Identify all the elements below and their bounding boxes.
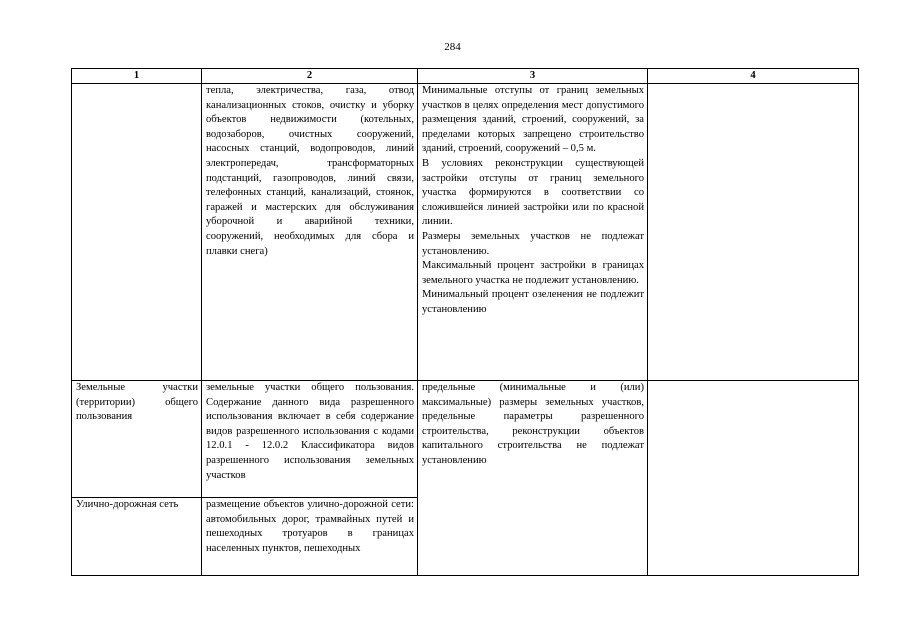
row3-col1-cell: Улично-дорожная сеть	[72, 498, 202, 576]
row1-col3-paragraph: Максимальный процент застройки в границах земельного участка не подлежит установлению.	[422, 260, 644, 286]
table-row	[72, 84, 859, 381]
row2-col4-cell	[648, 381, 859, 576]
row1-col2-cell: тепла, электричества, газа, отвод канализационных стоков, очистку и уборку объектов недвижимости (котельных, водозаборов, очистных сооружений, насосных станций, водопроводов, линий электропередач, трансформаторных подстанций, газопроводов, линий связи, телефонных станций, канализаций, стоянок, гаражей и мастерских для обслуживания уборочной и аварийной техники, сооружений, необходимых для сбора и плавки снега)	[202, 84, 418, 381]
row2-col1-cell: Земельные участки (территории) общего пользования	[72, 381, 202, 498]
column-header-4: 4	[648, 69, 859, 84]
page-number: 284	[444, 41, 461, 53]
row1-col3-paragraph: Размеры земельных участков не подлежат установлению.	[422, 230, 644, 257]
row1-col4-cell	[648, 84, 859, 381]
table-header-row	[72, 69, 859, 84]
row3-col2-cell: размещение объектов улично-дорожной сети: автомобильных дорог, трамвайных путей и пешеходных тротуаров в границах населенных пунктов, пешеходных	[202, 498, 418, 576]
column-header-1: 1	[72, 69, 202, 84]
column-header-3: 3	[418, 69, 648, 84]
row1-col3-paragraph: В условиях реконструкции существующей застройки отступы от границ земельного участка формируются в соответствии со сложившейся линией застройки или по красной линии.	[422, 157, 644, 228]
row2-col2-cell: земельные участки общего пользования. Содержание данного вида разрешенного использования включает в себя содержание видов разрешенного использования с кодами 12.0.1 - 12.0.2 Классификатора видов разрешенного использования земельных участков	[202, 381, 418, 498]
column-header-2: 2	[202, 69, 418, 84]
row1-col3-paragraph: Минимальные отступы от границ земельных участков в целях определения мест допустимого размещения зданий, строений, сооружений, за пределами которых запрещено строительство зданий, строений, сооружений – 0,5 м.	[422, 85, 644, 155]
regulation-table	[71, 68, 859, 576]
table-row	[72, 381, 859, 498]
row2-col3-cell: предельные (минимальные и (или) максимальные) размеры земельных участков, предельные параметры разрешенного строительства, реконструкции объектов капитального строительства не подлежат установлению	[418, 381, 648, 576]
row1-col1-cell	[72, 84, 202, 381]
row1-col3-paragraph: Минимальный процент озеленения не подлежит установлению	[422, 289, 644, 315]
row1-col3-cell	[418, 84, 648, 381]
